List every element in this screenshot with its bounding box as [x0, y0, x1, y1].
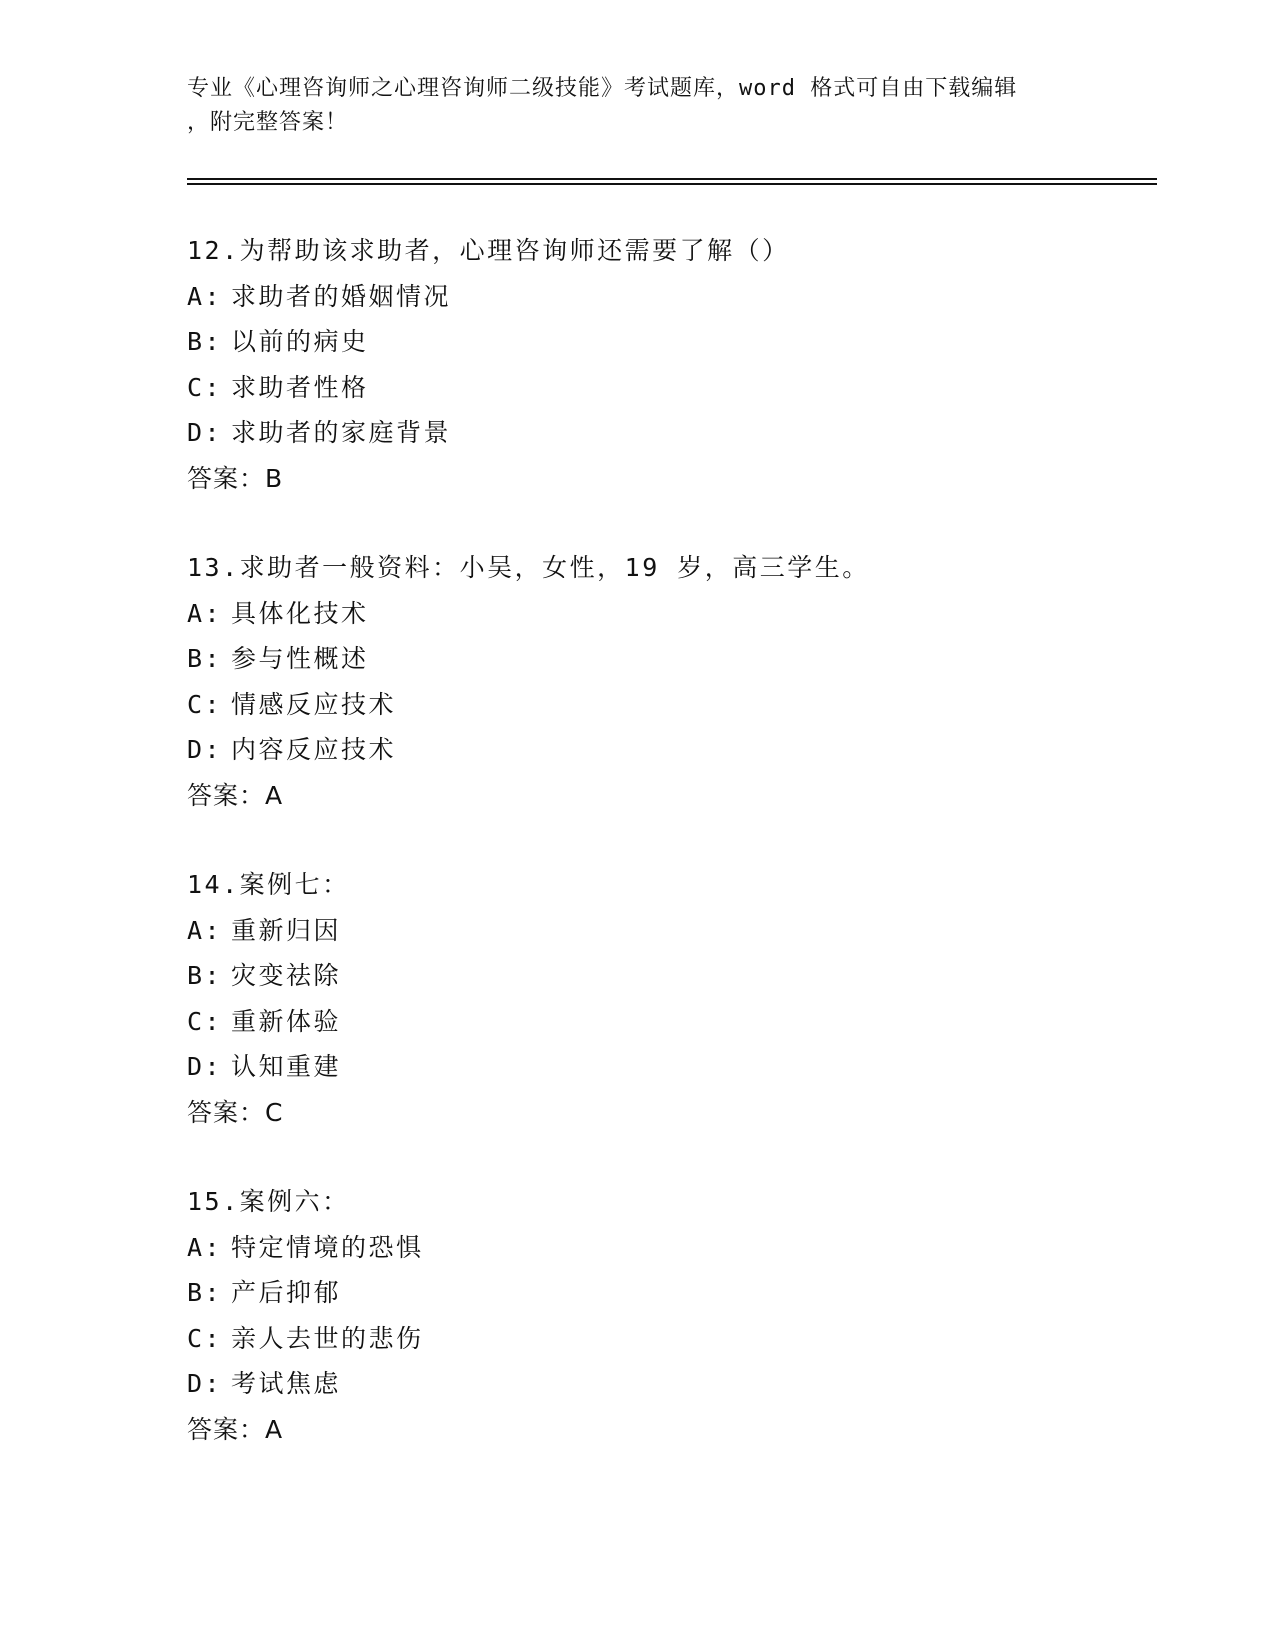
option-text: 灾变祛除 — [231, 961, 342, 990]
question-13 — [187, 545, 1137, 818]
option-b — [187, 636, 1137, 682]
answer-line: 答案：B — [187, 463, 284, 493]
option-text: 产后抑郁 — [231, 1278, 342, 1307]
option-b — [187, 1270, 1137, 1316]
option-text: 认知重建 — [231, 1052, 342, 1081]
option-label: D: — [187, 418, 223, 447]
question-stem: 15.案例六： — [187, 1187, 350, 1216]
option-a — [187, 1225, 1137, 1271]
header-divider-top — [187, 178, 1157, 180]
option-label: A: — [187, 915, 223, 945]
option-a — [187, 591, 1137, 637]
option-text: 内容反应技术 — [231, 735, 397, 764]
option-label: B: — [187, 644, 223, 673]
answer-line: 答案：A — [187, 1414, 284, 1444]
option-c — [187, 1316, 1137, 1362]
option-d — [187, 727, 1137, 773]
document-header-text: 专业《心理咨询师之心理咨询师二级技能》考试题库，word 格式可自由下载编辑 ，附完整答案！ — [187, 76, 1018, 135]
option-label: A: — [187, 281, 223, 311]
option-label: C: — [187, 372, 223, 402]
option-a — [187, 274, 1137, 320]
option-c — [187, 999, 1137, 1045]
option-text: 考试焦虑 — [231, 1369, 342, 1398]
option-d — [187, 1361, 1137, 1407]
option-text: 参与性概述 — [231, 644, 369, 673]
option-label: C: — [187, 1006, 223, 1036]
option-c — [187, 365, 1137, 411]
option-label: D: — [187, 735, 223, 764]
option-text: 求助者的家庭背景 — [231, 418, 452, 447]
question-14 — [187, 862, 1137, 1135]
question-stem: 13.求助者一般资料：小吴，女性，19 岁，高三学生。 — [187, 553, 870, 582]
option-b — [187, 953, 1137, 999]
question-15 — [187, 1179, 1137, 1452]
option-label: A: — [187, 1232, 223, 1262]
answer-line: 答案：A — [187, 780, 284, 810]
question-12 — [187, 228, 1137, 501]
option-label: D: — [187, 1052, 223, 1081]
option-label: B: — [187, 961, 223, 990]
option-text: 情感反应技术 — [231, 689, 397, 719]
question-stem: 12.为帮助该求助者，心理咨询师还需要了解（） — [187, 236, 790, 265]
option-text: 求助者性格 — [231, 372, 369, 402]
option-c — [187, 682, 1137, 728]
option-text: 亲人去世的悲伤 — [231, 1323, 424, 1353]
option-label: B: — [187, 327, 223, 356]
option-label: C: — [187, 689, 223, 719]
option-text: 重新体验 — [231, 1006, 342, 1036]
option-label: B: — [187, 1278, 223, 1307]
option-text: 重新归因 — [231, 915, 342, 945]
option-label: C: — [187, 1323, 223, 1353]
option-text: 求助者的婚姻情况 — [231, 281, 452, 311]
option-text: 特定情境的恐惧 — [231, 1232, 424, 1262]
option-d — [187, 410, 1137, 456]
answer-line: 答案：C — [187, 1097, 284, 1127]
option-b — [187, 319, 1137, 365]
option-text: 具体化技术 — [231, 598, 369, 628]
option-text: 以前的病史 — [231, 327, 369, 356]
question-stem: 14.案例七： — [187, 870, 350, 899]
option-a — [187, 908, 1137, 954]
option-label: A: — [187, 598, 223, 628]
header-divider-bottom — [187, 183, 1157, 185]
option-d — [187, 1044, 1137, 1090]
option-label: D: — [187, 1369, 223, 1398]
